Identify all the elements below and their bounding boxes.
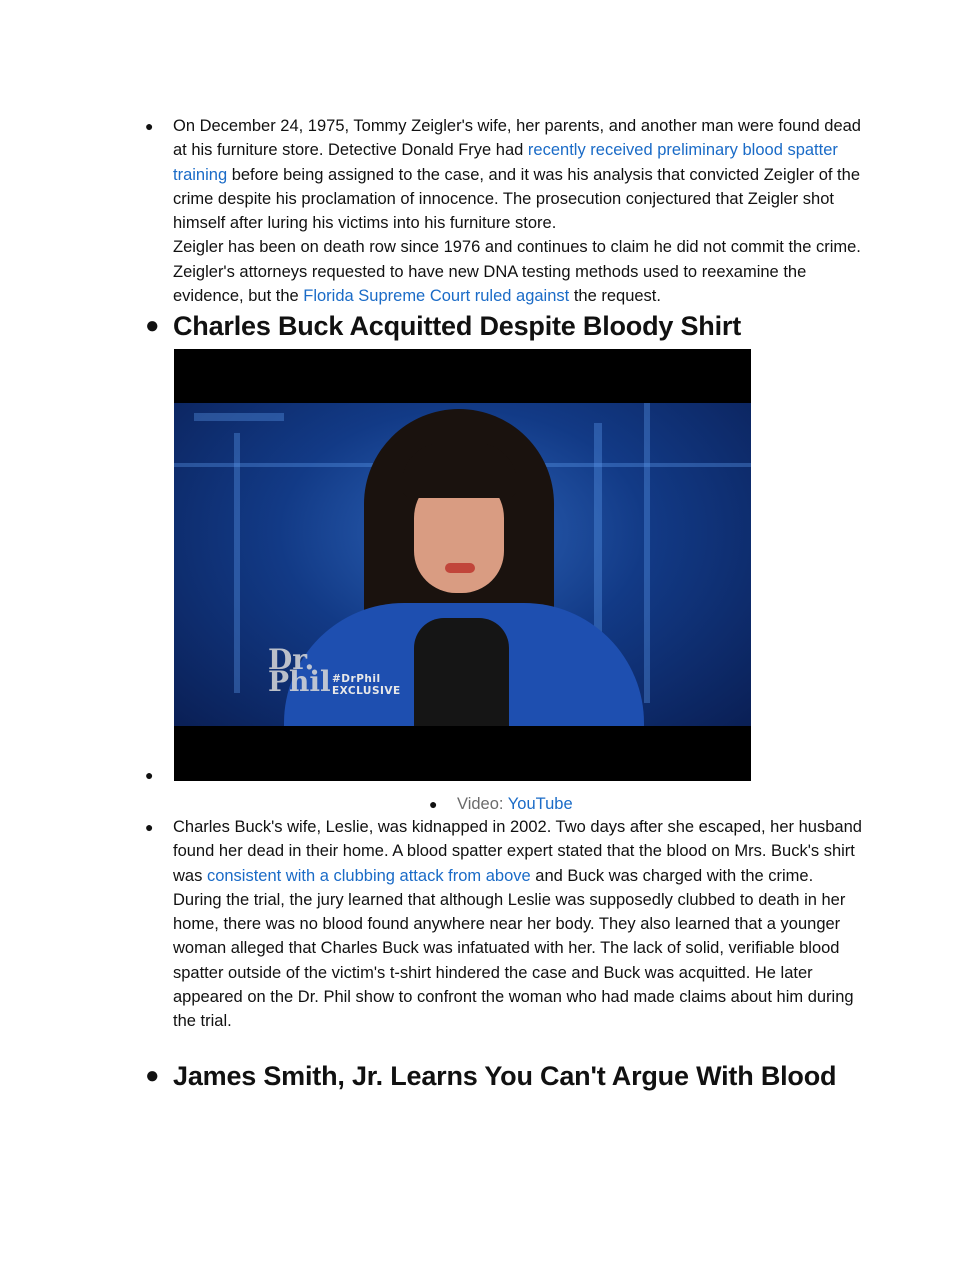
zeigler-text-2b: the request. bbox=[569, 287, 661, 306]
youtube-link[interactable]: YouTube bbox=[507, 795, 573, 813]
bullet-icon: ● bbox=[145, 118, 154, 134]
zeigler-text-2a: Zeigler has been on death row since 1976 and continues to claim he did not commit the crime. Zeigler's attorneys requested to have new DNA testing methods used to reexamine the evidence, but the bbox=[173, 238, 861, 306]
zeigler-paragraph-2 bbox=[173, 235, 873, 308]
zeigler-paragraph-1 bbox=[145, 114, 873, 235]
person-bangs bbox=[402, 443, 517, 498]
buck-text-1b: and Buck was charged with the crime. bbox=[530, 866, 814, 885]
list-item-zeigler bbox=[145, 114, 873, 308]
buck-paragraph-2: During the trial, the jury learned that although Leslie was supposedly clubbed to death in her home, there was no blood found anywhere near her body. They also learned that a younger woman alleged that Charles Buck was infatuated with her. The lack of solid, verifiable blood spatter outside of the victim's t-shirt hindered the case and Buck was acquitted. He later appeared on the Dr. Phil show to confront the woman who had made claims about him during the trial. bbox=[173, 890, 854, 1031]
video-frame-image bbox=[174, 403, 751, 726]
section-heading-buck bbox=[145, 309, 873, 343]
bullet-icon: ● bbox=[145, 1062, 160, 1089]
list-item-heading-smith bbox=[145, 1059, 873, 1093]
zeigler-text-1a: On December 24, 1975, Tommy Zeigler's wife, her parents, and another man were found dead at his furniture store. Detective Donald Frye had bbox=[173, 117, 861, 160]
person-lips bbox=[445, 563, 475, 573]
dr-phil-logo: Dr. Phil bbox=[268, 643, 331, 698]
exclusive-text: EXCLUSIVE bbox=[332, 685, 401, 697]
exclusive-tag bbox=[332, 673, 401, 697]
list-item-buck bbox=[145, 815, 873, 1034]
bullet-icon: ● bbox=[429, 796, 438, 812]
list-item-heading-buck bbox=[145, 309, 873, 343]
florida-supreme-court-link[interactable]: Florida Supreme Court ruled against bbox=[303, 287, 570, 306]
hashtag-text: #DrPhil bbox=[332, 673, 381, 685]
bullet-icon: ● bbox=[145, 312, 160, 339]
buck-text-1a: Charles Buck's wife, Leslie, was kidnapped in 2002. Two days after she escaped, her husband found her dead in their home. A blood spatter expert stated that the blood on Mrs. Buck's shirt was bbox=[173, 818, 862, 885]
caption-label: Video: bbox=[457, 795, 508, 813]
buck-paragraph-1 bbox=[145, 815, 873, 888]
person-shirt bbox=[414, 618, 509, 726]
video-caption bbox=[429, 793, 573, 815]
bullet-icon: ● bbox=[145, 819, 154, 835]
heading-text: James Smith, Jr. Learns You Can't Argue With Blood bbox=[173, 1061, 837, 1091]
zeigler-text-1b: before being assigned to the case, and it was his analysis that convicted Zeigler of the crime despite his proclamation of innocence. The prosecution conjectured that Zeigler shot himself after luring his victims into his furniture store. bbox=[173, 165, 860, 233]
heading-text: Charles Buck Acquitted Despite Bloody Shirt bbox=[173, 311, 741, 341]
bullet-icon: ● bbox=[145, 767, 154, 783]
section-heading-smith bbox=[145, 1059, 873, 1093]
video-embed[interactable] bbox=[174, 349, 751, 781]
blood-spatter-training-link[interactable]: recently received preliminary blood spatter training bbox=[173, 141, 838, 184]
clubbing-attack-link[interactable]: consistent with a clubbing attack from above bbox=[206, 866, 531, 885]
